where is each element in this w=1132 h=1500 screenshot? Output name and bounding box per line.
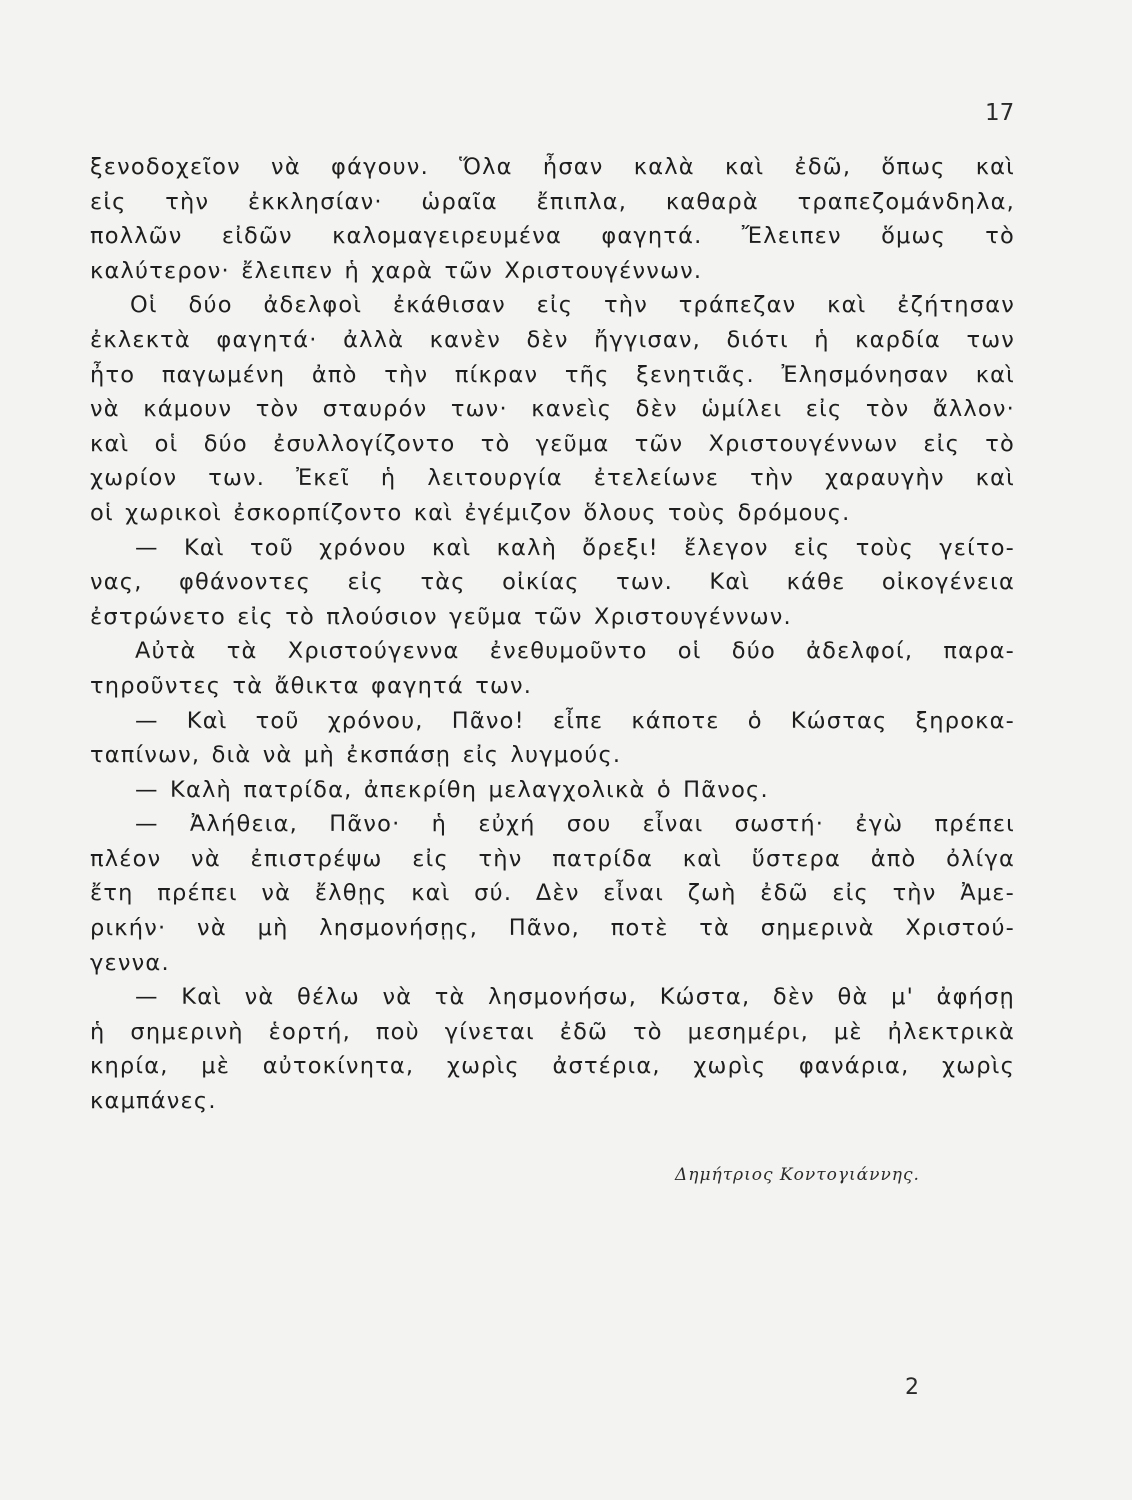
text-line: ἔτη πρέπει νὰ ἔλθῃς καὶ σύ. Δὲν εἶναι ζωὴ ἐδῶ εἰς τὴν Ἀμε- [90, 880, 1015, 907]
text-line: καλύτερον· ἔλειπεν ἡ χαρὰ τῶν Χριστουγέννων. [90, 257, 703, 284]
page-number: 17 [985, 100, 1015, 126]
text-line: καμπάνες. [90, 1088, 217, 1115]
text-line: ταπίνων, διὰ νὰ μὴ ἐκσπάσῃ εἰς λυγμούς. [90, 742, 622, 769]
text-line: — Καὶ τοῦ χρόνου καὶ καλὴ ὄρεξι! ἔλεγον εἰς τοὺς γείτο- [135, 534, 1015, 561]
author-signature: Δημήτριος Κοντογιάννης. [675, 1165, 920, 1185]
body-text [90, 150, 1015, 1119]
text-line: πολλῶν εἰδῶν καλομαγειρευμένα φαγητά. Ἔλειπεν ὅμως τὸ [90, 223, 1015, 250]
text-line: ἦτο παγωμένη ἀπὸ τὴν πίκραν τῆς ξενητιᾶς. Ἐλησμόνησαν καὶ [90, 361, 1015, 388]
text-line: γεννα. [90, 949, 170, 976]
text-line: νὰ κάμουν τὸν σταυρόν των· κανεὶς δὲν ὡμίλει εἰς τὸν ἄλλον· [90, 396, 1015, 423]
text-line: οἱ χωρικοὶ ἐσκορπίζοντο καὶ ἐγέμιζον ὅλους τοὺς δρόμους. [90, 499, 851, 526]
text-line: ἐκλεκτὰ φαγητά· ἀλλὰ κανὲν δὲν ἤγγισαν, διότι ἡ καρδία των [90, 326, 1015, 353]
text-line: χωρίον των. Ἐκεῖ ἡ λειτουργία ἐτελείωνε τὴν χαραυγὴν καὶ [90, 465, 1015, 492]
text-line: — Καὶ νὰ θέλω νὰ τὰ λησμονήσω, Κώστα, δὲν θὰ μ' ἀφήσῃ [135, 984, 1015, 1011]
text-line: ἡ σημερινὴ ἑορτή, ποὺ γίνεται ἐδῶ τὸ μεσημέρι, μὲ ἠλεκτρικὰ [90, 1018, 1015, 1045]
text-line: — Ἀλήθεια, Πᾶνο· ἡ εὐχή σου εἶναι σωστή· ἐγὼ πρέπει [135, 811, 1015, 838]
text-line: ἐστρώνετο εἰς τὸ πλούσιον γεῦμα τῶν Χριστουγέννων. [90, 603, 792, 630]
text-line: ξενοδοχεῖον νὰ φάγουν. Ὅλα ἦσαν καλὰ καὶ ἐδῶ, ὅπως καὶ [90, 154, 1015, 180]
text-line: ρικήν· νὰ μὴ λησμονήσῃς, Πᾶνο, ποτὲ τὰ σημερινὰ Χριστού- [90, 915, 1015, 942]
text-line: νας, φθάνοντες εἰς τὰς οἰκίας των. Καὶ κάθε οἰκογένεια [90, 569, 1015, 596]
text-line: καὶ οἱ δύο ἐσυλλογίζοντο τὸ γεῦμα τῶν Χριστουγέννων εἰς τὸ [90, 430, 1015, 457]
text-line: εἰς τὴν ἐκκλησίαν· ὡραῖα ἔπιπλα, καθαρὰ τραπεζομάνδηλα, [90, 188, 1015, 215]
text-line: — Καλὴ πατρίδα, ἀπεκρίθη μελαγχολικὰ ὁ Πᾶνος. [135, 776, 769, 803]
text-line: Αὐτὰ τὰ Χριστούγεννα ἐνεθυμοῦντο οἱ δύο ἀδελφοί, παρα- [135, 638, 1015, 665]
text-line: κηρία, μὲ αὐτοκίνητα, χωρὶς ἀστέρια, χωρὶς φανάρια, χωρὶς [90, 1053, 1015, 1080]
text-line: πλέον νὰ ἐπιστρέψω εἰς τὴν πατρίδα καὶ ὕστερα ἀπὸ ὀλίγα [90, 845, 1015, 872]
text-line: τηροῦντες τὰ ἄθικτα φαγητά των. [90, 672, 533, 699]
signature-mark: 2 [905, 1375, 919, 1400]
text-line: Οἱ δύο ἀδελφοὶ ἐκάθισαν εἰς τὴν τράπεζαν καὶ ἐζήτησαν [130, 292, 1015, 319]
text-line: — Καὶ τοῦ χρόνου, Πᾶνο! εἶπε κάποτε ὁ Κώστας ξηροκα- [135, 707, 1015, 734]
